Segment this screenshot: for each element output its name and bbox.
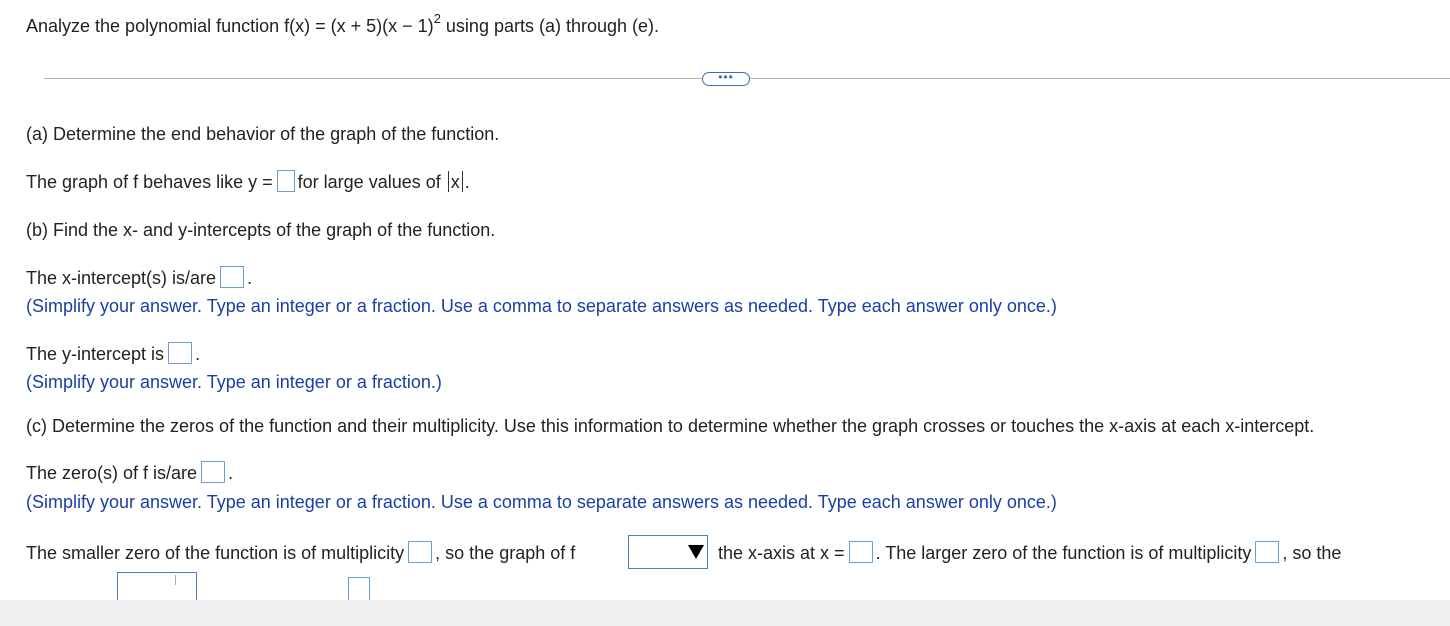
the-x-axis-label: the x-axis at x = xyxy=(718,543,845,563)
y-intercept-label: The y-intercept is xyxy=(26,344,165,364)
smaller-zero-x-input[interactable] xyxy=(849,541,873,563)
part-c-heading: (c) Determine the zeros of the function and their multiplicity. Use this information to determine whether the graph crosses or touches the x-axis at each x-intercept. xyxy=(26,416,1315,436)
end-behavior-label: The graph of f behaves like y = xyxy=(26,172,273,192)
question-title xyxy=(26,13,659,37)
zeros-line xyxy=(26,463,233,485)
smaller-multiplicity-input[interactable] xyxy=(408,541,432,563)
x-intercept-label: The x-intercept(s) is/are xyxy=(26,268,217,288)
multiplicity-line-left xyxy=(26,543,575,565)
x-intercept-hint: (Simplify your answer. Type an integer or a fraction. Use a comma to separate answers as needed. Type each answer only once.) xyxy=(26,296,1057,316)
smaller-zero-label: The smaller zero of the function is of multiplicity xyxy=(26,543,405,563)
abs-bar-left xyxy=(448,171,449,192)
dropdown-arrow-icon xyxy=(688,545,704,559)
abs-bar-right xyxy=(462,171,463,192)
expand-more-button[interactable]: ••• xyxy=(702,72,750,86)
dropdown-partial-arrow xyxy=(175,575,194,585)
larger-zero-label: . The larger zero of the function is of multiplicity xyxy=(875,543,1252,563)
period: . xyxy=(195,344,201,364)
title-prefix: Analyze the polynomial function f(x) = (x + 5)(x − 1) xyxy=(26,16,434,36)
zeros-label: The zero(s) of f is/are xyxy=(26,463,198,483)
so-graph-label: , so the graph of f xyxy=(435,543,576,563)
title-suffix: using parts (a) through (e). xyxy=(440,16,660,36)
multiplicity-line-right xyxy=(718,543,1341,565)
part-a-line xyxy=(26,172,470,194)
period: . xyxy=(247,268,253,288)
zeros-hint: (Simplify your answer. Type an integer or a fraction. Use a comma to separate answers as needed. Type each answer only once.) xyxy=(26,492,1057,512)
part-a-heading: (a) Determine the end behavior of the graph of the function. xyxy=(26,124,500,144)
x-intercept-line xyxy=(26,268,252,290)
zeros-input[interactable] xyxy=(201,461,225,483)
second-dropdown-partial[interactable] xyxy=(117,572,197,600)
end-behavior-input[interactable] xyxy=(277,170,295,192)
y-intercept-hint: (Simplify your answer. Type an integer or a fraction.) xyxy=(26,372,442,392)
title-exponent: 2 xyxy=(433,11,441,26)
so-the-label: , so the xyxy=(1282,543,1342,563)
period: . xyxy=(228,463,234,483)
period: . xyxy=(464,172,470,192)
larger-multiplicity-input[interactable] xyxy=(1255,541,1279,563)
end-behavior-suffix: for large values of xyxy=(297,172,441,192)
crosses-touches-dropdown[interactable] xyxy=(628,535,708,569)
abs-variable: x xyxy=(450,172,460,192)
y-intercept-line xyxy=(26,344,200,366)
y-intercept-input[interactable] xyxy=(168,342,192,364)
x-intercept-input[interactable] xyxy=(220,266,244,288)
larger-zero-x-input-partial[interactable] xyxy=(348,577,370,600)
part-b-heading: (b) Find the x- and y-intercepts of the graph of the function. xyxy=(26,220,496,240)
